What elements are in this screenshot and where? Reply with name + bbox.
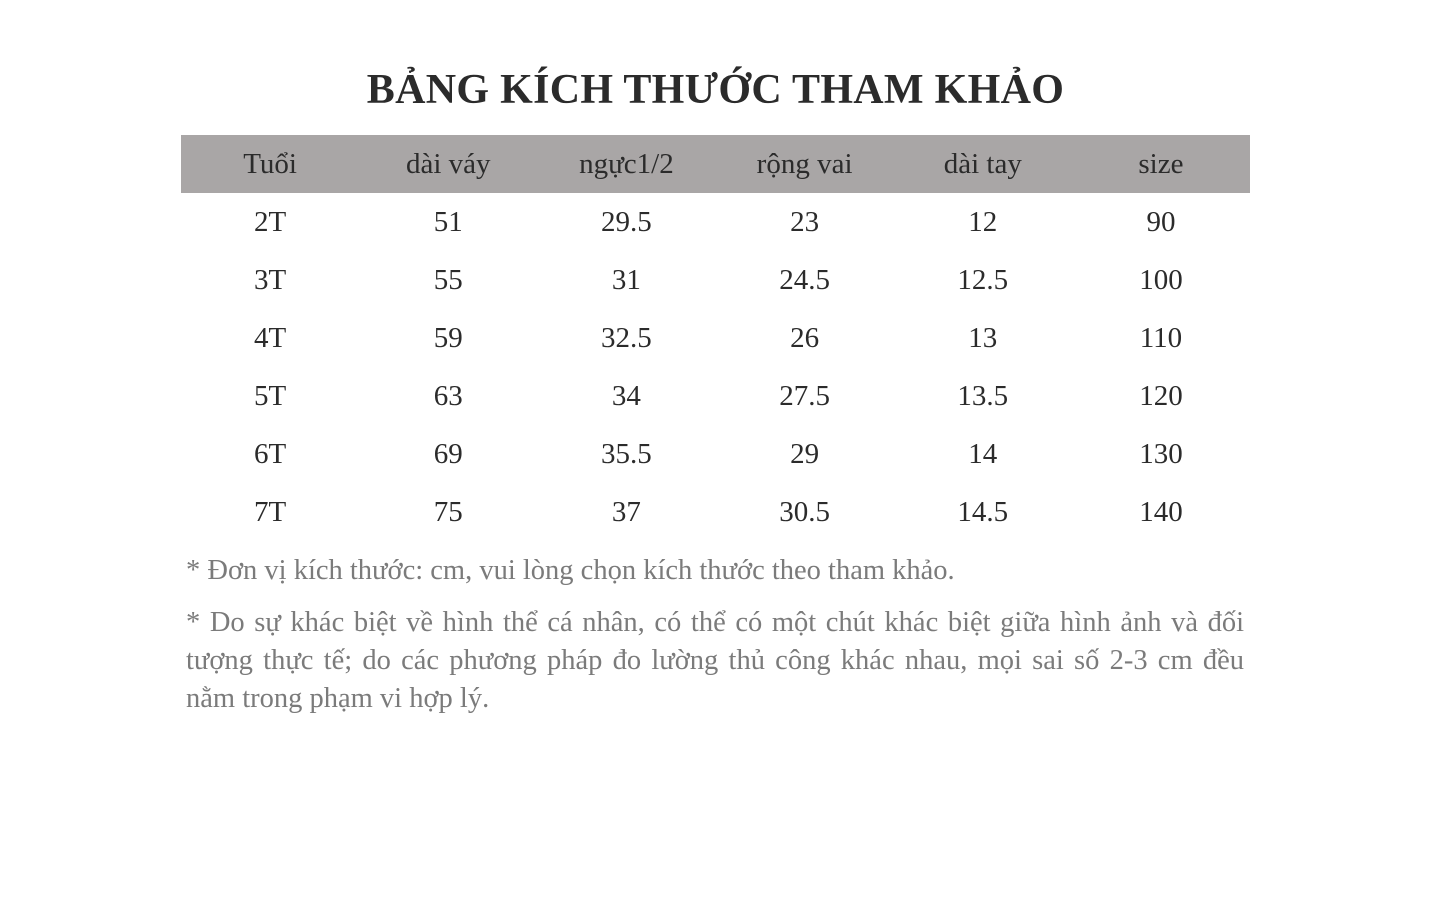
table-row [181, 367, 1250, 425]
table-cell: 7T [253, 496, 287, 528]
page-title: BẢNG KÍCH THƯỚC THAM KHẢO [366, 67, 1065, 113]
table-cell: 110 [1139, 322, 1183, 354]
table-row [181, 425, 1250, 483]
table-cell: 14.5 [957, 496, 1009, 528]
table-row [181, 251, 1250, 309]
table-cell: 100 [1139, 264, 1183, 296]
unit-note: * Đơn vị kích thước: cm, vui lòng chọn kích thước theo tham khảo. [186, 555, 955, 586]
table-cell: 14 [968, 438, 998, 470]
table-cell: 3T [253, 264, 287, 296]
table-cell: 29.5 [601, 206, 652, 238]
table-cell: 63 [433, 380, 463, 412]
table-cell: 37 [611, 496, 641, 528]
table-cell: 4T [253, 322, 287, 354]
table-cell: 90 [1146, 206, 1176, 238]
header-cell-shoulder-width: rộng vai [756, 148, 853, 180]
table-cell: 30.5 [779, 496, 830, 528]
header-cell-dress-length: dài váy [405, 148, 491, 180]
table-cell: 35.5 [601, 438, 652, 470]
table-cell: 29 [790, 438, 820, 470]
table-cell: 55 [433, 264, 463, 296]
table-cell: 27.5 [779, 380, 830, 412]
table-cell: 120 [1139, 380, 1183, 412]
table-cell: 13 [968, 322, 998, 354]
table-cell: 59 [433, 322, 463, 354]
table-row [181, 193, 1250, 251]
header-cell-half-chest: ngực1/2 [579, 148, 674, 180]
table-cell: 51 [433, 206, 463, 238]
table-cell: 140 [1139, 496, 1183, 528]
header-cell-sleeve-length: dài tay [943, 148, 1022, 180]
table-cell: 23 [790, 206, 820, 238]
table-cell: 24.5 [779, 264, 830, 296]
size-table [181, 135, 1250, 541]
table-cell: 13.5 [957, 380, 1009, 412]
table-cell: 31 [611, 264, 641, 296]
table-cell: 5T [253, 380, 287, 412]
disclaimer-note: * Do sự khác biệt về hình thể cá nhân, có thể có một chút khác biệt giữa hình ảnh và đối tượng thực tế; do các phương pháp đo lường thủ công khác nhau, mọi sai số 2-3 cm đều nằm trong phạm vi hợp lý. [186, 607, 1244, 714]
table-cell: 12 [968, 206, 998, 238]
header-cell-size: size [1138, 148, 1184, 180]
table-cell: 6T [253, 438, 287, 470]
table-cell: 12.5 [957, 264, 1009, 296]
table-cell: 26 [790, 322, 820, 354]
table-row [181, 483, 1250, 541]
table-cell: 75 [433, 496, 463, 528]
table-cell: 32.5 [601, 322, 652, 354]
table-cell: 130 [1139, 438, 1183, 470]
table-row [181, 309, 1250, 367]
table-cell: 69 [433, 438, 463, 470]
notes-section [186, 552, 1244, 732]
table-cell: 2T [253, 206, 287, 238]
table-header-row [181, 135, 1250, 193]
table-cell: 34 [611, 380, 641, 412]
header-cell-age: Tuổi [243, 148, 297, 180]
